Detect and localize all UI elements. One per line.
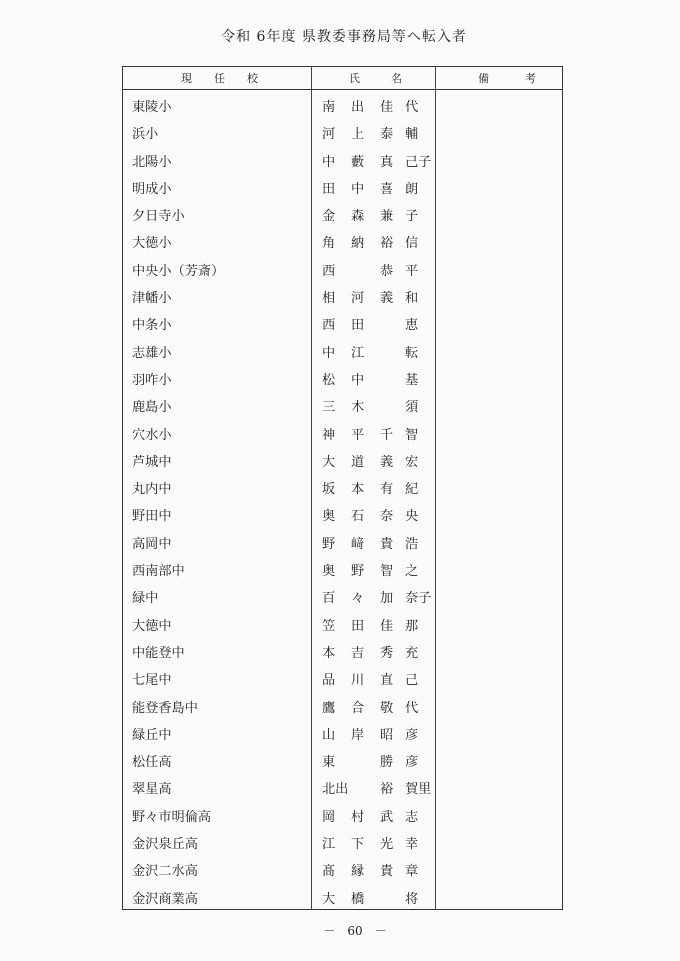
- name-part: 章: [405, 864, 419, 880]
- table-row: [123, 225, 562, 252]
- name-part: 之: [405, 564, 419, 580]
- table-row: [123, 608, 562, 635]
- name-part: 川: [351, 673, 365, 689]
- name-part: 敬: [380, 700, 394, 716]
- name-part: 勝: [380, 755, 394, 771]
- table-header: [123, 67, 562, 90]
- name-part: 智: [380, 564, 394, 580]
- name-part: 村: [351, 809, 365, 825]
- table-row: [123, 335, 562, 362]
- school-cell: 緑中: [132, 591, 159, 607]
- table-row: [123, 89, 562, 116]
- school-cell: 野田中: [132, 509, 172, 525]
- name-part: 江: [322, 837, 336, 853]
- table-row: [123, 526, 562, 553]
- school-cell: 緑丘中: [132, 727, 172, 743]
- school-cell: 翠星高: [132, 782, 172, 798]
- header-school-char: 任: [214, 72, 225, 85]
- name-part: 橋: [351, 891, 365, 907]
- table-row: [123, 253, 562, 280]
- school-cell: 能登香島中: [132, 700, 198, 716]
- name-part: 河: [351, 291, 365, 307]
- name-part: 彦: [405, 727, 419, 743]
- name-part: 平: [405, 263, 419, 279]
- name-part: 泰: [380, 127, 394, 143]
- name-part: 貴: [380, 536, 394, 552]
- name-part: 大: [322, 891, 336, 907]
- school-cell: 金沢二水高: [132, 864, 198, 880]
- name-part: 藪: [351, 154, 365, 170]
- school-cell: 七尾中: [132, 673, 172, 689]
- name-part: 昭: [380, 727, 394, 743]
- name-part: 﨑: [351, 536, 365, 552]
- name-part: 西: [322, 263, 336, 279]
- header-school-char: 校: [247, 72, 258, 85]
- table-row: [123, 799, 562, 826]
- school-cell: 丸内中: [132, 482, 172, 498]
- table-row: [123, 280, 562, 307]
- school-cell: 金沢商業高: [132, 891, 198, 907]
- name-part: 納: [351, 236, 365, 252]
- name-part: 信: [405, 236, 419, 252]
- name-part: 本: [351, 482, 365, 498]
- name-part: 大: [322, 454, 336, 470]
- school-cell: 津幡小: [132, 291, 172, 307]
- name-part: 西: [322, 318, 336, 334]
- header-remarks-char: 考: [525, 72, 536, 85]
- name-part: 真: [380, 154, 394, 170]
- school-cell: 野々市明倫高: [132, 809, 212, 825]
- name-part: 坂: [322, 482, 336, 498]
- name-part: 三: [322, 400, 336, 416]
- header-name-char: 氏: [349, 72, 360, 85]
- header-school-char: 現: [181, 72, 192, 85]
- name-part: 義: [380, 291, 394, 307]
- name-part: 田: [351, 318, 365, 334]
- table-row: [123, 580, 562, 607]
- name-part: 奈子: [405, 591, 432, 607]
- table-row: [123, 417, 562, 444]
- name-part: 中: [351, 181, 365, 197]
- name-part: 基: [405, 372, 419, 388]
- name-part: 秀: [380, 645, 394, 661]
- table-row: [123, 116, 562, 143]
- school-cell: 高岡中: [132, 536, 172, 552]
- name-part: 神: [322, 427, 336, 443]
- name-part: 道: [351, 454, 365, 470]
- table-row: [123, 307, 562, 334]
- name-part: 松: [322, 372, 336, 388]
- header-remarks-char: 備: [478, 72, 489, 85]
- name-part: 中: [322, 345, 336, 361]
- name-part: 岸: [351, 727, 365, 743]
- table-row: [123, 881, 562, 908]
- table-row: [123, 498, 562, 525]
- table-row: [123, 744, 562, 771]
- name-part: 下: [351, 837, 365, 853]
- name-part: 本: [322, 645, 336, 661]
- name-part: 石: [351, 509, 365, 525]
- name-part: 央: [405, 509, 419, 525]
- school-cell: 明成小: [132, 181, 172, 197]
- name-part: 転: [405, 345, 419, 361]
- name-part: 裕: [380, 782, 394, 798]
- name-part: 佳: [380, 618, 394, 634]
- name-part: 己子: [405, 154, 432, 170]
- name-part: 浩: [405, 536, 419, 552]
- transfer-table: [122, 66, 563, 910]
- name-part: 輔: [405, 127, 419, 143]
- school-cell: 中央小（芳斎）: [132, 263, 225, 279]
- name-part: 山: [322, 727, 336, 743]
- name-part: 吉: [351, 645, 365, 661]
- school-cell: 芦城中: [132, 454, 172, 470]
- name-part: 和: [405, 291, 419, 307]
- school-cell: 穴水小: [132, 427, 172, 443]
- table-row: [123, 362, 562, 389]
- name-part: 木: [351, 400, 365, 416]
- name-part: 田: [322, 181, 336, 197]
- table-row: [123, 771, 562, 798]
- page-title: 令和 6年度 県教委事務局等へ転入者: [221, 29, 467, 45]
- name-part: 野: [351, 564, 365, 580]
- name-part: 賀里: [405, 782, 432, 798]
- name-part: 江: [351, 345, 365, 361]
- name-part: 中: [351, 372, 365, 388]
- table-row: [123, 717, 562, 744]
- name-part: 彦: [405, 755, 419, 771]
- table-row: [123, 690, 562, 717]
- name-part: 笠: [322, 618, 336, 634]
- school-cell: 北陽小: [132, 154, 172, 170]
- school-cell: 金沢泉丘高: [132, 837, 198, 853]
- table-row: [123, 444, 562, 471]
- school-cell: 鹿島小: [132, 400, 172, 416]
- table-body: [123, 89, 562, 908]
- table-row: [123, 853, 562, 880]
- name-part: 奈: [380, 509, 394, 525]
- name-part: 紀: [405, 482, 419, 498]
- name-part: 那: [405, 618, 419, 634]
- name-part: 兼: [380, 209, 394, 225]
- table-row: [123, 553, 562, 580]
- page-number: － 60 －: [323, 924, 387, 938]
- name-part: 喜: [380, 181, 394, 197]
- name-part: 金: [322, 209, 336, 225]
- name-part: 河: [322, 127, 336, 143]
- name-part: 上: [351, 127, 365, 143]
- name-part: 智: [405, 427, 419, 443]
- school-cell: 夕日寺小: [132, 209, 185, 225]
- name-part: 恵: [405, 318, 419, 334]
- school-cell: 中条小: [132, 318, 172, 334]
- name-part: 縁: [351, 864, 365, 880]
- name-part: 恭: [380, 263, 394, 279]
- name-part: 百: [322, 591, 336, 607]
- name-part: 貴: [380, 864, 394, 880]
- school-cell: 松任高: [132, 755, 172, 771]
- name-part: 宏: [405, 454, 419, 470]
- name-part: 北出: [322, 782, 349, 798]
- table-row: [123, 389, 562, 416]
- name-part: 子: [405, 209, 419, 225]
- table-row: [123, 826, 562, 853]
- name-part: 有: [380, 482, 394, 498]
- name-part: 々: [351, 591, 365, 607]
- name-part: 合: [351, 700, 365, 716]
- table-row: [123, 635, 562, 662]
- name-part: 充: [405, 645, 419, 661]
- name-part: 武: [380, 809, 394, 825]
- name-part: 南: [322, 100, 336, 115]
- name-part: 奥: [322, 509, 336, 525]
- name-part: 岡: [322, 809, 336, 825]
- name-part: 直: [380, 673, 394, 689]
- name-part: 東: [322, 755, 336, 771]
- table-row: [123, 198, 562, 225]
- name-part: 千: [380, 427, 394, 443]
- school-cell: 大徳小: [132, 236, 172, 252]
- name-part: 裕: [380, 236, 394, 252]
- name-part: 角: [322, 236, 336, 252]
- name-part: 田: [351, 618, 365, 634]
- name-part: 須: [405, 400, 419, 416]
- school-cell: 浜小: [132, 127, 159, 143]
- name-part: 品: [322, 673, 336, 689]
- name-part: 佳: [380, 100, 394, 115]
- school-cell: 西南部中: [132, 564, 185, 580]
- name-part: 代: [405, 700, 419, 716]
- name-part: 志: [405, 809, 419, 825]
- name-part: 朗: [405, 181, 419, 197]
- name-part: 代: [405, 100, 419, 115]
- name-part: 出: [351, 100, 365, 115]
- name-part: 鷹: [322, 700, 336, 716]
- name-part: 将: [405, 891, 419, 907]
- school-cell: 羽咋小: [132, 372, 172, 388]
- name-part: 野: [322, 536, 336, 552]
- name-part: 光: [380, 837, 394, 853]
- name-part: 相: [322, 291, 336, 307]
- table-row: [123, 471, 562, 498]
- name-part: 森: [351, 209, 365, 225]
- header-name-char: 名: [391, 72, 402, 85]
- name-part: 義: [380, 454, 394, 470]
- table-row: [123, 144, 562, 171]
- name-part: 髙: [322, 864, 336, 880]
- school-cell: 中能登中: [132, 645, 185, 661]
- table-row: [123, 171, 562, 198]
- school-cell: 大徳中: [132, 618, 172, 634]
- name-part: 平: [351, 427, 365, 443]
- school-cell: 東陵小: [132, 100, 172, 115]
- name-part: 中: [322, 154, 336, 170]
- name-part: 己: [405, 673, 419, 689]
- school-cell: 志雄小: [132, 345, 172, 361]
- table-row: [123, 662, 562, 689]
- name-part: 加: [380, 591, 394, 607]
- name-part: 奥: [322, 564, 336, 580]
- name-part: 幸: [405, 837, 419, 853]
